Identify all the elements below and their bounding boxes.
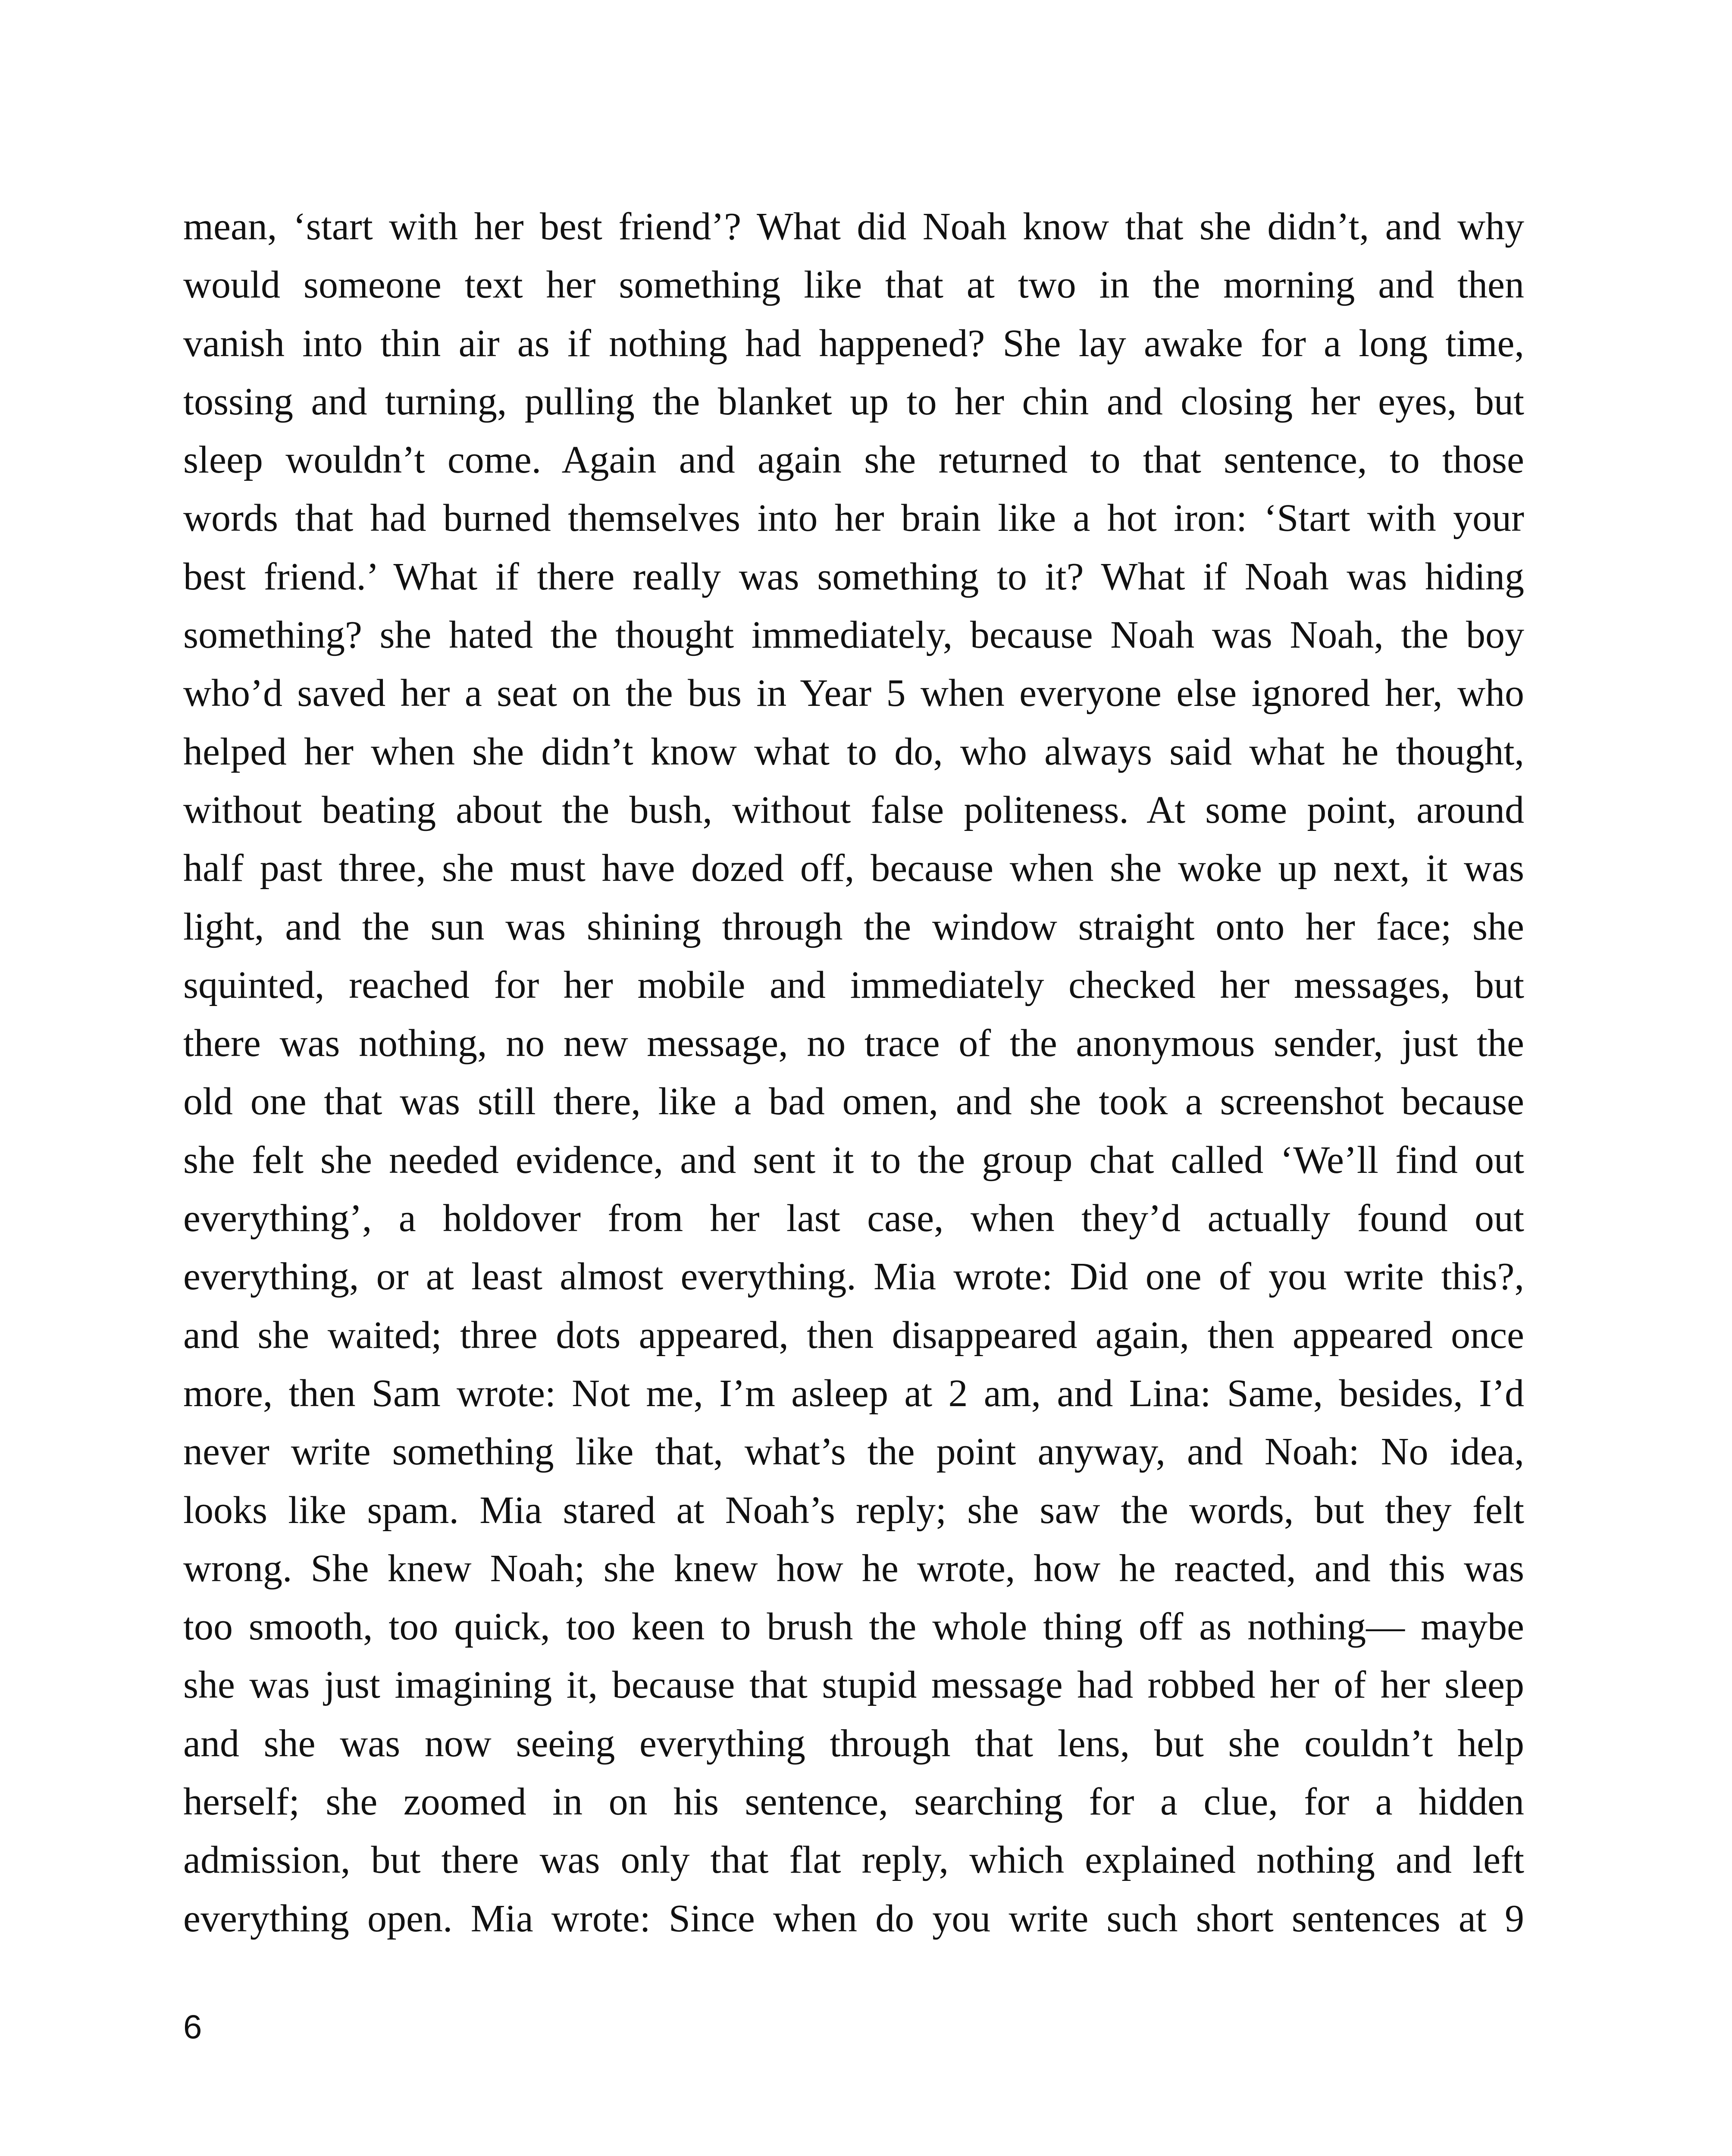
text-line: half past three, she must have dozed off, because when she woke up next, it was	[183, 847, 1524, 890]
text-line: mean, ‘start with her best friend’? What did Noah know that she didn’t, and why	[183, 205, 1524, 248]
text-line: vanish into thin air as if nothing had happened? She lay awake for a long time,	[183, 322, 1524, 365]
text-line: more, then Sam wrote: Not me, I’m asleep at 2 am, and Lina: Same, besides, I’d	[183, 1372, 1524, 1415]
text-line: looks like spam. Mia stared at Noah’s reply; she saw the words, but they felt	[183, 1489, 1524, 1532]
text-line: helped her when she didn’t know what to do, who always said what he thought,	[183, 730, 1524, 773]
body-text	[183, 197, 1524, 1948]
text-line: herself; she zoomed in on his sentence, searching for a clue, for a hidden	[183, 1780, 1524, 1824]
text-line: best friend.’ What if there really was something to it? What if Noah was hiding	[183, 555, 1524, 598]
text-line: and she waited; three dots appeared, then disappeared again, then appeared once	[183, 1313, 1524, 1357]
text-line: light, and the sun was shining through the window straight onto her face; she	[183, 905, 1524, 948]
text-line: there was nothing, no new message, no trace of the anonymous sender, just the	[183, 1022, 1524, 1065]
text-line: everything’, a holdover from her last case, when they’d actually found out	[183, 1197, 1524, 1240]
text-line: everything open. Mia wrote: Since when do you write such short sentences at 9	[183, 1897, 1524, 1940]
text-line: everything, or at least almost everything. Mia wrote: Did one of you write this?,	[183, 1255, 1524, 1298]
text-line: admission, but there was only that flat reply, which explained nothing and left	[183, 1839, 1524, 1882]
text-line: never write something like that, what’s the point anyway, and Noah: No idea,	[183, 1430, 1524, 1473]
text-line: something? she hated the thought immediately, because Noah was Noah, the boy	[183, 614, 1524, 657]
page-number: 6	[183, 2008, 202, 2046]
text-line: sleep wouldn’t come. Again and again she returned to that sentence, to those	[183, 439, 1524, 482]
text-line: she was just imagining it, because that stupid message had robbed her of her sleep	[183, 1664, 1524, 1707]
text-line: old one that was still there, like a bad omen, and she took a screenshot because	[183, 1080, 1524, 1123]
text-line: and she was now seeing everything through that lens, but she couldn’t help	[183, 1722, 1524, 1765]
text-line: tossing and turning, pulling the blanket up to her chin and closing her eyes, but	[183, 380, 1524, 423]
text-line: would someone text her something like that at two in the morning and then	[183, 263, 1524, 307]
text-line: words that had burned themselves into her brain like a hot iron: ‘Start with your	[183, 497, 1524, 540]
text-line: squinted, reached for her mobile and immediately checked her messages, but	[183, 963, 1524, 1006]
text-line: she felt she needed evidence, and sent it to the group chat called ‘We’ll find out	[183, 1138, 1524, 1181]
text-line: without beating about the bush, without false politeness. At some point, around	[183, 788, 1524, 831]
text-line: wrong. She knew Noah; she knew how he wrote, how he reacted, and this was	[183, 1547, 1524, 1590]
text-line: too smooth, too quick, too keen to brush the whole thing off as nothing— maybe	[183, 1605, 1524, 1648]
text-line: who’d saved her a seat on the bus in Year 5 when everyone else ignored her, who	[183, 672, 1524, 715]
